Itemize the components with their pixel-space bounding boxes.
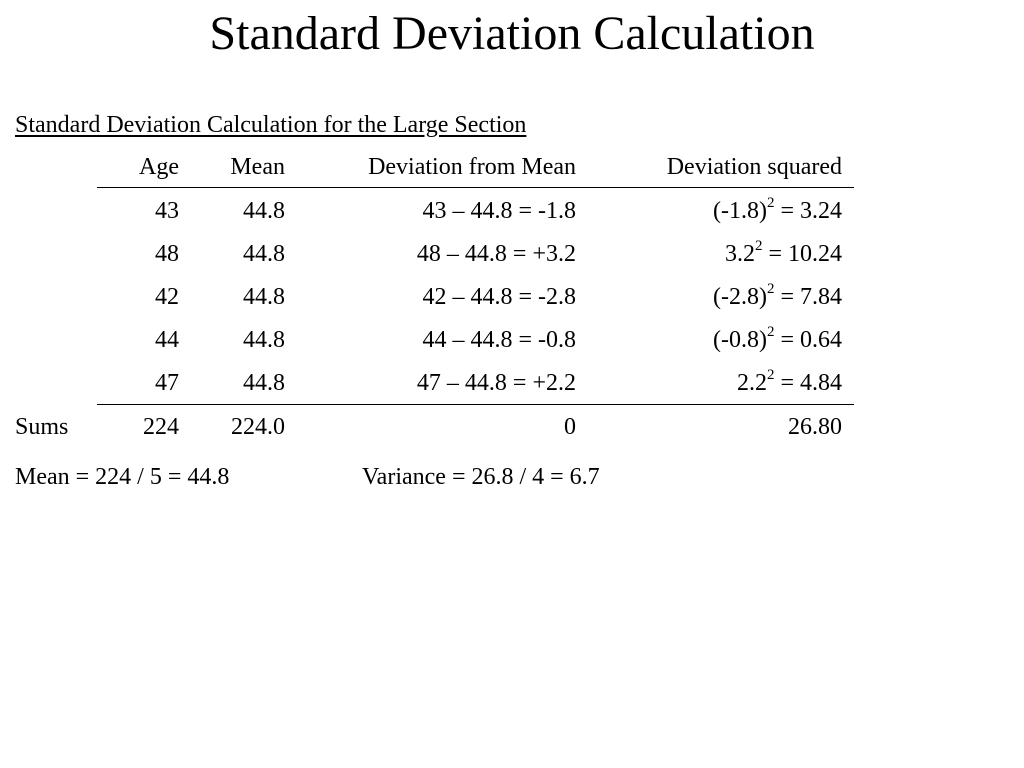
row-mean: 44.8 (243, 327, 285, 353)
row-age: 48 (155, 241, 179, 267)
sums-rule (97, 404, 854, 405)
sums-deviation: 0 (564, 414, 576, 440)
row-mean: 44.8 (243, 241, 285, 267)
row-squared: $(-1.8)^2 = 3.24$ (712, 195, 842, 224)
row-deviation: 42 – 44.8 = -2.8 (422, 284, 576, 310)
deviation-table (0, 146, 1024, 446)
row-mean: 44.8 (243, 370, 285, 396)
sums-mean: 224.0 (231, 414, 285, 440)
sums-age: 224 (143, 414, 179, 440)
header-deviation: Deviation from Mean (368, 154, 576, 180)
row-deviation: 43 – 44.8 = -1.8 (422, 198, 576, 224)
header-rule (97, 187, 854, 188)
row-mean: 44.8 (243, 284, 285, 310)
page-title: Standard Deviation Calculation (209, 7, 815, 60)
header-age: Age (139, 154, 179, 180)
row-age: 47 (155, 370, 179, 396)
row-squared: $(-2.8)^2 = 7.84$ (712, 281, 842, 310)
row-age: 43 (155, 198, 179, 224)
row-age: 44 (155, 327, 179, 353)
row-deviation: 48 – 44.8 = +3.2 (416, 241, 576, 267)
mean-formula: Mean = 224 / 5 = 44.8 (15, 464, 230, 490)
header-squared: Deviation squared (666, 154, 842, 180)
row-mean: 44.8 (243, 198, 285, 224)
sums-squared: 26.80 (788, 414, 842, 440)
row-squared: $3.2^2 = 10.24$ (724, 238, 842, 267)
row-squared: $2.2^2 = 4.84$ (736, 367, 842, 396)
sums-label: Sums (15, 414, 69, 440)
row-deviation: 44 – 44.8 = -0.8 (422, 327, 576, 353)
row-age: 42 (155, 284, 179, 310)
row-deviation: 47 – 44.8 = +2.2 (416, 370, 576, 396)
variance-formula: Variance = 26.8 / 4 = 6.7 (362, 464, 600, 490)
header-mean: Mean (230, 154, 285, 180)
row-squared: $(-0.8)^2 = 0.64$ (712, 324, 842, 353)
section-subtitle: Standard Deviation Calculation for the Large Section (15, 112, 527, 138)
